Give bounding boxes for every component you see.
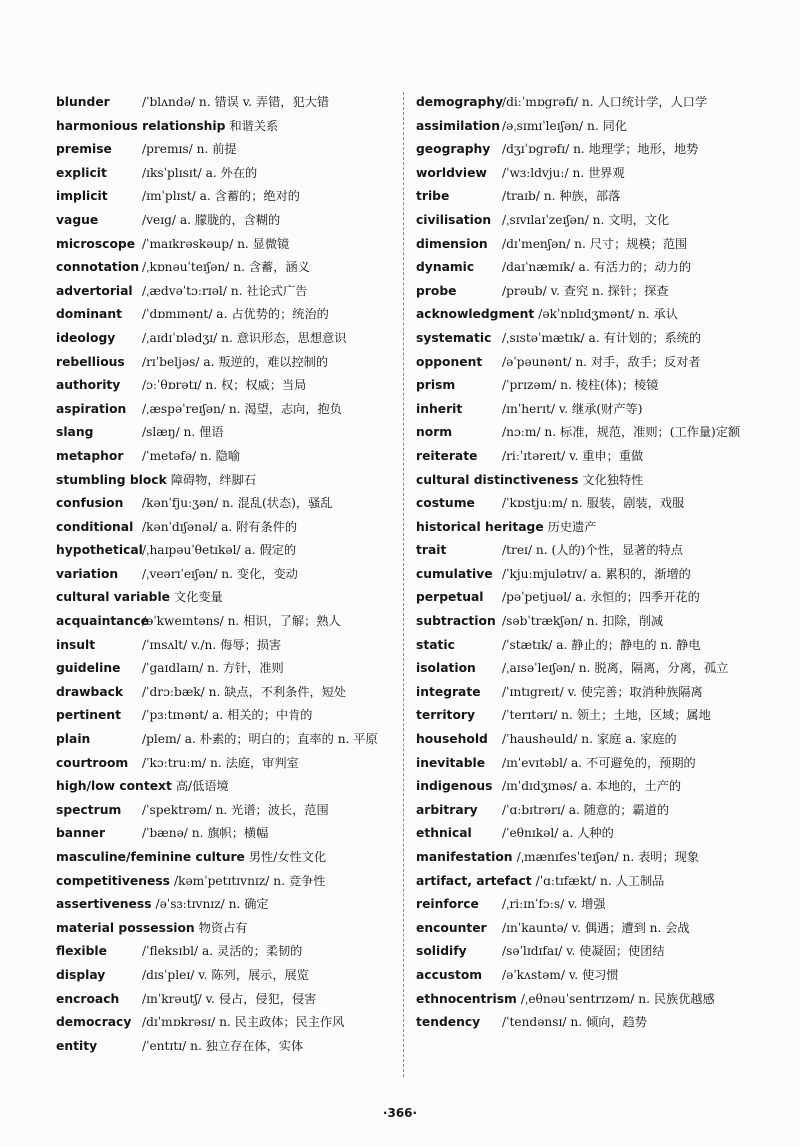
vocab-term: arbitrary — [416, 802, 478, 817]
vocab-entry — [416, 469, 742, 493]
vocab-definition: /ˈterɪtərɪ/ n. 领土；土地，区域；属地 — [502, 708, 711, 723]
vocab-term: courtroom — [56, 755, 129, 770]
vocab-definition: /ˌædvəˈtɔːrɪəl/ n. 社论式广告 — [142, 283, 308, 298]
vocab-entry — [56, 893, 394, 917]
vocab-term: conditional — [56, 519, 134, 534]
vocab-definition: /ˈmetəfə/ n. 隐喻 — [142, 448, 241, 463]
vocab-term: artifact, artefact — [416, 873, 532, 888]
vocab-definition: 男性/女性文化 — [248, 850, 327, 864]
vocab-term: tendency — [416, 1015, 481, 1030]
vocab-definition: /ˈspektrəm/ n. 光谱；波长，范围 — [142, 802, 329, 817]
vocab-entry — [416, 964, 742, 988]
vocab-term: vague — [56, 212, 99, 227]
vocab-entry — [56, 421, 394, 445]
vocab-entry — [56, 634, 394, 658]
vocab-term: flexible — [56, 944, 107, 959]
vocab-term: pertinent — [56, 708, 122, 723]
vocab-entry — [56, 964, 394, 988]
vocab-term: integrate — [416, 684, 481, 699]
vocab-definition: /dɪsˈpleɪ/ v. 陈列，展示，展览 — [142, 967, 309, 982]
vocab-definition: /dʒɪˈɒgrəfɪ/ n. 地理学；地形，地势 — [502, 142, 699, 157]
vocab-term: drawback — [56, 684, 124, 699]
vocab-definition: /ˈentɪtɪ/ n. 独立存在体，实体 — [142, 1038, 304, 1053]
vocab-entry — [56, 469, 394, 493]
vocab-definition: /daɪˈnæmɪk/ a. 有活力的；动力的 — [502, 260, 692, 275]
vocab-term: trait — [416, 543, 447, 558]
vocab-definition: /ˈeθnɪkəl/ a. 人种的 — [502, 826, 614, 841]
vocab-definition: /ˈɪntɪgreɪt/ v. 使完善；取消种族隔离 — [502, 684, 703, 699]
vocab-definition: /əˈpəunənt/ n. 对手，敌手；反对者 — [502, 354, 701, 369]
vocab-entry — [416, 162, 742, 186]
vocab-definition: /ˈdɒmɪnənt/ a. 占优势的；统治的 — [142, 307, 329, 322]
vocab-term: harmonious relationship — [56, 118, 226, 133]
vocab-term: acquaintance — [56, 614, 149, 629]
vocab-entry — [416, 398, 742, 422]
vocab-entry — [416, 610, 742, 634]
vocab-definition: /ˈtendənsɪ/ n. 倾向，趋势 — [502, 1015, 647, 1030]
vocab-entry — [56, 799, 394, 823]
vocab-entry — [416, 256, 742, 280]
vocab-definition: /kəmˈpetɪtɪvnɪz/ n. 竞争性 — [173, 873, 326, 888]
vocab-entry — [56, 586, 394, 610]
vocab-entry — [56, 870, 394, 894]
vocab-entry — [416, 233, 742, 257]
vocab-definition: /traɪb/ n. 种族，部落 — [502, 189, 621, 204]
vocab-entry — [56, 516, 394, 540]
vocab-definition: /slæŋ/ n. 俚语 — [142, 425, 224, 440]
vocab-entry — [56, 1011, 394, 1035]
vocabulary-column-left — [56, 91, 394, 1058]
vocab-definition: /ˈbænə/ n. 旗帜；横幅 — [142, 826, 269, 841]
vocab-definition: /ˈkɔːtruːm/ n. 法庭，审判室 — [142, 755, 299, 770]
page-number: ·366· — [382, 1106, 418, 1120]
vocab-definition: /ˈprɪzəm/ n. 棱柱(体)；棱镜 — [502, 378, 659, 393]
vocab-term: encroach — [56, 991, 120, 1006]
vocab-definition: /əˈkweɪntəns/ n. 相识，了解；熟人 — [142, 614, 341, 629]
vocab-entry — [416, 799, 742, 823]
vocab-term: competitiveness — [56, 873, 170, 888]
vocab-entry — [416, 846, 742, 870]
vocab-term: prism — [416, 378, 456, 393]
vocab-definition: /ˈgaɪdlaɪn/ n. 方针，准则 — [142, 661, 284, 676]
vocab-term: spectrum — [56, 802, 122, 817]
vocab-entry — [56, 327, 394, 351]
vocab-term: slang — [56, 425, 94, 440]
vocab-entry — [56, 233, 394, 257]
vocab-definition: /nɔːm/ n. 标准，规范，准则；(工作量)定额 — [502, 425, 741, 440]
vocab-term: accustom — [416, 967, 483, 982]
vocab-term: cumulative — [416, 566, 493, 581]
vocab-definition: /ˌæspəˈreɪʃən/ n. 渴望，志向，抱负 — [142, 401, 342, 416]
vocab-definition: /əˈkʌstəm/ v. 使习惯 — [502, 967, 619, 982]
vocab-entry — [416, 209, 742, 233]
vocab-entry — [416, 752, 742, 776]
vocab-entry — [416, 492, 742, 516]
vocab-entry — [56, 445, 394, 469]
vocab-term: acknowledgment — [416, 307, 535, 322]
vocab-term: assertiveness — [56, 897, 152, 912]
vocabulary-column-right — [416, 91, 742, 1035]
vocab-entry — [56, 681, 394, 705]
vocab-definition: /ˌveərɪˈeɪʃən/ n. 变化，变动 — [142, 566, 298, 581]
vocab-term: systematic — [416, 330, 492, 345]
vocab-definition: /pleɪn/ a. 朴素的；明白的；直率的 n. 平原 — [142, 732, 378, 747]
vocab-definition: /əˈsɜːtɪvnɪz/ n. 确定 — [155, 897, 269, 912]
vocab-entry — [416, 893, 742, 917]
vocab-definition: /ɪnˈdɪdʒɪnəs/ a. 本地的，土产的 — [502, 779, 682, 794]
vocab-definition: /dɪˈmenʃən/ n. 尺寸；规模；范围 — [502, 236, 688, 251]
vocab-entry — [56, 657, 394, 681]
vocab-term: confusion — [56, 496, 124, 511]
vocab-definition: /ˌhaɪpəuˈθetɪkəl/ a. 假定的 — [142, 543, 297, 558]
vocab-definition: /pəˈpetjuəl/ a. 永恒的；四季开花的 — [502, 590, 700, 605]
vocab-definition: /prəub/ v. 查究 n. 探针；探查 — [502, 283, 669, 298]
vocab-entry — [416, 586, 742, 610]
vocab-definition: /ˌsɪstəˈmætɪk/ a. 有计划的；系统的 — [502, 330, 702, 345]
vocab-entry — [56, 115, 394, 139]
vocab-entry — [416, 374, 742, 398]
vocab-entry — [416, 280, 742, 304]
vocab-definition: /ˌmænɪfesˈteɪʃən/ n. 表明；现象 — [516, 850, 700, 864]
vocab-term: solidify — [416, 944, 467, 959]
vocab-entry — [56, 539, 394, 563]
vocab-entry — [56, 185, 394, 209]
vocab-entry — [416, 351, 742, 375]
vocab-definition: /ˈfleksɪbl/ a. 灵活的；柔韧的 — [142, 944, 303, 959]
vocab-term: aspiration — [56, 401, 127, 416]
vocab-definition: 障碍物，绊脚石 — [170, 472, 257, 487]
vocab-entry — [56, 775, 394, 799]
vocab-entry — [416, 940, 742, 964]
vocab-term: authority — [56, 378, 121, 393]
vocab-entry — [416, 516, 742, 540]
vocab-term: assimilation — [416, 118, 500, 133]
vocab-term: advertorial — [56, 283, 133, 298]
vocab-term: worldview — [416, 165, 487, 180]
vocab-term: dynamic — [416, 260, 475, 275]
vocab-term: civilisation — [416, 212, 492, 227]
vocab-term: connotation — [56, 260, 140, 275]
vocab-definition: /əˌsɪmɪˈleɪʃən/ n. 同化 — [502, 118, 627, 133]
vocab-term: reinforce — [416, 897, 479, 912]
vocab-term: opponent — [416, 354, 483, 369]
vocab-definition: /premɪs/ n. 前提 — [142, 142, 237, 157]
vocab-entry — [56, 209, 394, 233]
vocab-entry — [416, 115, 742, 139]
vocab-entry — [56, 940, 394, 964]
vocab-definition: /dɪˈmɒkrəsɪ/ n. 民主政体；民主作风 — [142, 1015, 345, 1030]
vocab-entry — [416, 421, 742, 445]
vocab-entry — [56, 91, 394, 115]
vocab-entry — [56, 563, 394, 587]
vocab-term: household — [416, 732, 488, 747]
vocab-definition: /ˈhaushəuld/ n. 家庭 a. 家庭的 — [502, 732, 677, 747]
vocab-entry — [56, 988, 394, 1012]
vocab-entry — [56, 398, 394, 422]
vocab-term: masculine/feminine culture — [56, 850, 245, 864]
vocab-definition: /ˌsɪvɪlaɪˈzeɪʃən/ n. 文明，文化 — [502, 212, 670, 227]
vocab-term: variation — [56, 566, 119, 581]
vocab-definition: /ˌeθnəuˈsentrɪzəm/ n. 民族优越感 — [520, 991, 715, 1006]
vocab-term: metaphor — [56, 448, 124, 463]
vocab-definition: /ɪnˈherɪt/ v. 继承(财产等) — [502, 401, 643, 416]
vocab-entry — [416, 704, 742, 728]
vocab-entry — [416, 681, 742, 705]
vocab-definition: /ɔːˈθɒrətɪ/ n. 权；权威；当局 — [142, 378, 307, 393]
vocab-term: blunder — [56, 95, 110, 109]
vocab-term: plain — [56, 732, 91, 747]
vocab-entry — [56, 728, 394, 752]
vocab-entry — [416, 775, 742, 799]
vocab-definition: 高/低语境 — [175, 779, 229, 794]
vocab-term: insult — [56, 637, 96, 652]
vocab-definition: /ɪnˈevɪtəbl/ a. 不可避免的，预期的 — [502, 755, 696, 770]
vocab-definition: /ˌaɪdɪˈɒlədʒɪ/ n. 意识形态，思想意识 — [142, 330, 347, 345]
vocab-entry — [416, 303, 742, 327]
vocab-entry — [56, 256, 394, 280]
vocab-definition: 物资占有 — [198, 920, 248, 935]
vocab-entry — [416, 91, 742, 115]
vocab-entry — [56, 138, 394, 162]
vocab-term: material possession — [56, 920, 195, 935]
vocab-definition: /ˈɑːtɪfækt/ n. 人工制品 — [535, 873, 665, 888]
vocab-term: historical heritage — [416, 519, 544, 534]
vocab-entry — [56, 610, 394, 634]
vocab-definition: /ˈɑːbɪtrərɪ/ a. 随意的；霸道的 — [502, 802, 670, 817]
vocab-definition: /ˌriːɪnˈfɔːs/ v. 增强 — [502, 897, 606, 912]
vocab-term: demography — [416, 95, 504, 109]
vocab-term: tribe — [416, 189, 450, 204]
vocab-term: ethnical — [416, 826, 472, 841]
vocab-term: dimension — [416, 236, 488, 251]
vocab-definition: /səˈlɪdɪfaɪ/ v. 使凝固；使团结 — [502, 944, 665, 959]
vocab-definition: /ɪnˈkauntə/ v. 偶遇；遭到 n. 会战 — [502, 920, 690, 935]
vocab-term: democracy — [56, 1015, 132, 1030]
vocab-entry — [416, 185, 742, 209]
vocab-term: isolation — [416, 661, 476, 676]
vocab-term: premise — [56, 142, 112, 157]
vocab-term: ethnocentrism — [416, 991, 517, 1006]
column-divider — [403, 92, 404, 1077]
vocab-term: ideology — [56, 330, 116, 345]
vocab-entry — [416, 138, 742, 162]
vocab-entry — [416, 822, 742, 846]
vocab-term: manifestation — [416, 850, 513, 864]
vocab-definition: /əkˈnɒlɪdʒmənt/ n. 承认 — [538, 307, 678, 322]
vocab-term: indigenous — [416, 779, 493, 794]
vocab-term: banner — [56, 826, 106, 841]
vocab-term: stumbling block — [56, 472, 167, 487]
vocab-term: explicit — [56, 165, 107, 180]
vocab-entry — [416, 988, 742, 1012]
vocab-entry — [56, 822, 394, 846]
vocab-entry — [56, 704, 394, 728]
vocab-entry — [56, 303, 394, 327]
vocab-definition: /treɪ/ n. (人的)个性，显著的特点 — [502, 543, 683, 558]
vocab-definition: /ˈblʌndə/ n. 错误 v. 弄错，犯大错 — [142, 95, 330, 109]
vocab-term: reiterate — [416, 448, 478, 463]
vocab-term: high/low context — [56, 779, 172, 794]
vocab-term: rebellious — [56, 354, 125, 369]
vocab-definition: /ˌaɪsəˈleɪʃən/ n. 脱离，隔离，分离，孤立 — [502, 661, 729, 676]
vocab-entry — [416, 634, 742, 658]
vocab-entry — [56, 846, 394, 870]
vocab-term: subtraction — [416, 614, 496, 629]
vocab-definition: 和谐关系 — [229, 118, 279, 133]
vocab-entry — [416, 327, 742, 351]
vocab-entry — [416, 917, 742, 941]
vocab-definition: /kənˈdɪʃənəl/ a. 附有条件的 — [142, 519, 298, 534]
vocab-term: hypothetical — [56, 543, 143, 558]
vocab-definition: /ˈmaɪkrəskəup/ n. 显微镜 — [142, 236, 290, 251]
vocab-entry — [416, 657, 742, 681]
vocab-entry — [416, 445, 742, 469]
vocab-definition: /riːˈɪtəreɪt/ v. 重申；重做 — [502, 448, 644, 463]
vocab-term: probe — [416, 283, 457, 298]
vocab-definition: /ˈkjuːmjulətɪv/ a. 累积的，渐增的 — [502, 566, 691, 581]
vocab-definition: /ˈpɜːtɪnənt/ a. 相关的；中肯的 — [142, 708, 313, 723]
vocab-term: display — [56, 967, 106, 982]
vocab-entry — [416, 563, 742, 587]
vocab-entry — [56, 752, 394, 776]
vocab-definition: /ɪmˈplɪst/ a. 含蓄的；绝对的 — [142, 189, 300, 204]
vocab-definition: /veɪg/ a. 朦胧的，含糊的 — [142, 212, 281, 227]
vocab-definition: /ˌkɒnəuˈteɪʃən/ n. 含蓄，涵义 — [142, 260, 310, 275]
vocab-term: inevitable — [416, 755, 486, 770]
vocab-entry — [56, 280, 394, 304]
vocab-entry — [56, 351, 394, 375]
vocab-term: norm — [416, 425, 453, 440]
vocab-entry — [56, 162, 394, 186]
vocab-definition: /ˈkɒstjuːm/ n. 服装，剧装，戏服 — [502, 496, 685, 511]
vocab-definition: 文化变量 — [174, 590, 223, 605]
vocab-term: inherit — [416, 401, 463, 416]
vocab-term: cultural variable — [56, 590, 170, 605]
vocab-entry — [56, 374, 394, 398]
vocab-entry — [56, 1035, 394, 1059]
vocab-term: implicit — [56, 189, 108, 204]
vocab-definition: /ˈdrɔːbæk/ n. 缺点，不利条件，短处 — [142, 684, 347, 699]
vocab-entry — [56, 492, 394, 516]
vocab-entry — [416, 1011, 742, 1035]
vocab-definition: 文化独特性 — [582, 472, 644, 487]
vocab-definition: /ɪksˈplɪsɪt/ a. 外在的 — [142, 165, 258, 180]
vocab-term: dominant — [56, 307, 122, 322]
vocab-entry — [416, 539, 742, 563]
vocab-entry — [416, 870, 742, 894]
vocab-term: encounter — [416, 920, 487, 935]
vocab-term: guideline — [56, 661, 121, 676]
vocab-definition: /ˈɪnsʌlt/ v./n. 侮辱；损害 — [142, 637, 282, 652]
vocab-definition: /rɪˈbeljəs/ a. 叛逆的，难以控制的 — [142, 354, 329, 369]
vocab-term: territory — [416, 708, 475, 723]
vocab-definition: 历史遗产 — [547, 519, 597, 534]
vocab-term: geography — [416, 142, 491, 157]
vocab-term: static — [416, 637, 455, 652]
vocab-term: perpetual — [416, 590, 484, 605]
vocab-definition: /diːˈmɒgrəfɪ/ n. 人口统计学，人口学 — [502, 95, 708, 109]
vocab-term: costume — [416, 496, 475, 511]
vocab-definition: /ɪnˈkrəutʃ/ v. 侵占，侵犯，侵害 — [142, 991, 317, 1006]
vocab-definition: /səbˈtrækʃən/ n. 扣除，削减 — [502, 614, 664, 629]
vocab-term: cultural distinctiveness — [416, 472, 579, 487]
vocab-entry — [416, 728, 742, 752]
vocab-term: entity — [56, 1038, 98, 1053]
vocab-entry — [56, 917, 394, 941]
vocab-definition: /ˈstætɪk/ a. 静止的；静电的 n. 静电 — [502, 637, 701, 652]
vocab-term: microscope — [56, 236, 136, 251]
vocab-definition: /ˈwɜːldvjuː/ n. 世界观 — [502, 165, 625, 180]
vocab-definition: /kənˈfjuːʒən/ n. 混乱(状态)，骚乱 — [142, 496, 333, 511]
